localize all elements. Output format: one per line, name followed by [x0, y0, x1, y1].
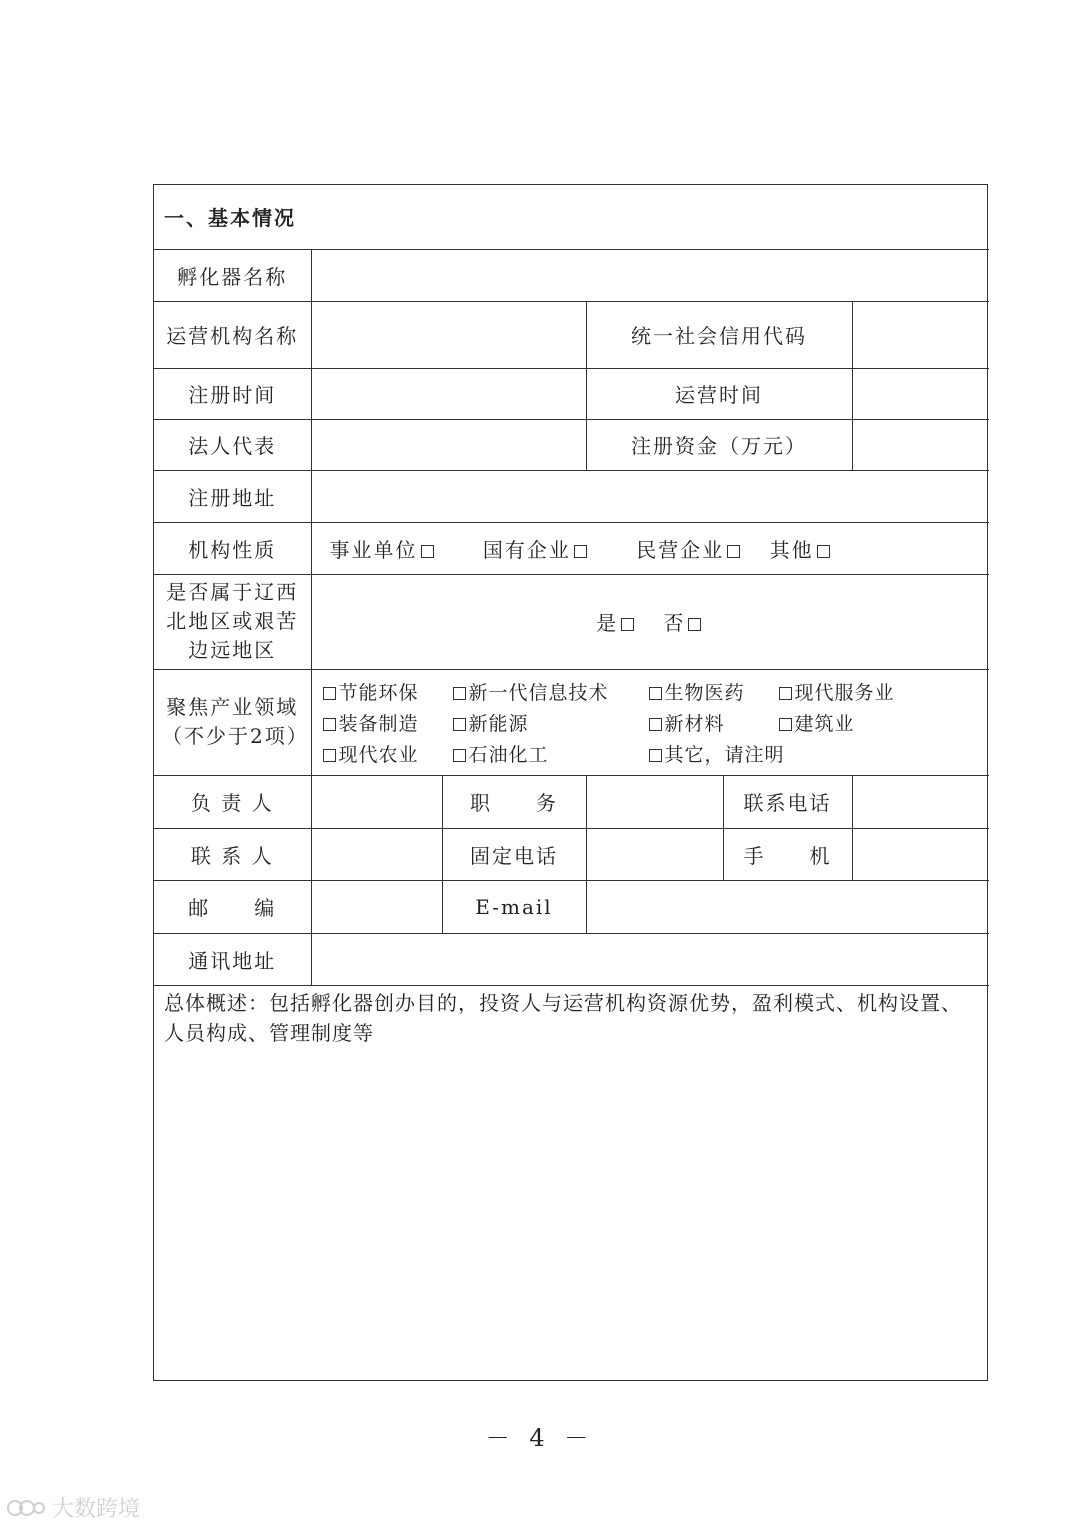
field-principal[interactable] [311, 775, 442, 828]
label-principal: 负 责 人 [154, 775, 311, 828]
field-postcode[interactable] [311, 880, 442, 933]
label-op-time: 运营时间 [586, 368, 852, 419]
label-email: E-mail [442, 880, 586, 933]
checkbox-icon[interactable] [727, 545, 740, 558]
field-email[interactable] [586, 880, 989, 933]
checkbox-icon[interactable] [649, 718, 662, 731]
field-legal-rep[interactable] [311, 419, 586, 470]
label-reg-time: 注册时间 [154, 368, 311, 419]
industry-option[interactable]: 现代农业 [320, 740, 450, 767]
nature-option[interactable]: 国有企业 [483, 534, 590, 563]
field-incubator-name[interactable] [311, 249, 989, 301]
label-postcode: 邮 编 [154, 880, 311, 933]
region-option-no[interactable]: 否 [663, 611, 704, 635]
form-table [154, 185, 989, 1379]
industry-option[interactable]: 新能源 [450, 709, 646, 736]
basic-info-form [153, 184, 988, 1381]
label-phone: 联系电话 [723, 775, 852, 828]
overview-text: 总体概述：包括孵化器创办目的，投资人与运营机构资源优势，盈利模式、机构设置、人员构成、管理制度等 [164, 990, 962, 1045]
industry-option[interactable]: 建筑业 [776, 709, 906, 736]
field-reg-address[interactable] [311, 470, 989, 522]
label-contact: 联 系 人 [154, 828, 311, 880]
checkbox-icon[interactable] [779, 718, 792, 731]
checkbox-icon[interactable] [621, 618, 634, 631]
industry-option[interactable]: 生物医药 [646, 678, 776, 705]
checkbox-icon[interactable] [323, 718, 336, 731]
label-mail-address: 通讯地址 [154, 933, 311, 985]
industry-option[interactable]: 新一代信息技术 [450, 678, 646, 705]
industry-options [311, 669, 989, 775]
watermark [6, 1492, 140, 1523]
checkbox-icon[interactable] [323, 687, 336, 700]
label-nature: 机构性质 [154, 522, 311, 574]
checkbox-icon[interactable] [323, 749, 336, 762]
label-credit-code: 统一社会信用代码 [586, 301, 852, 368]
nature-option[interactable]: 其他 [770, 534, 833, 563]
label-mobile: 手 机 [723, 828, 852, 880]
checkbox-icon[interactable] [453, 687, 466, 700]
industry-option[interactable]: 新材料 [646, 709, 776, 736]
region-option-yes[interactable]: 是 [596, 611, 637, 635]
checkbox-icon[interactable] [649, 749, 662, 762]
label-position: 职 务 [442, 775, 586, 828]
field-op-time[interactable] [852, 368, 989, 419]
page-number: － 4 － [485, 1424, 595, 1452]
field-phone[interactable] [852, 775, 989, 828]
label-legal-rep: 法人代表 [154, 419, 311, 470]
industry-option[interactable]: 其它，请注明 [646, 740, 906, 767]
label-industry: 聚焦产业领域 （不少于2项） [154, 669, 311, 775]
field-mobile[interactable] [852, 828, 989, 880]
industry-option[interactable]: 现代服务业 [776, 678, 906, 705]
checkbox-icon[interactable] [688, 618, 701, 631]
industry-option[interactable]: 节能环保 [320, 678, 450, 705]
checkbox-icon[interactable] [453, 749, 466, 762]
field-mail-address[interactable] [311, 933, 989, 985]
label-reg-address: 注册地址 [154, 470, 311, 522]
region-options [311, 574, 989, 669]
checkbox-icon[interactable] [817, 545, 830, 558]
watermark-logo-icon [6, 1497, 46, 1519]
label-operator-name: 运营机构名称 [154, 301, 311, 368]
watermark-text: 大数跨境 [52, 1497, 141, 1522]
checkbox-icon[interactable] [779, 687, 792, 700]
field-position[interactable] [586, 775, 723, 828]
industry-option[interactable]: 石油化工 [450, 740, 646, 767]
nature-option[interactable]: 民营企业 [636, 534, 743, 563]
field-reg-time[interactable] [311, 368, 586, 419]
label-region-question: 是否属于辽西 北地区或艰苦 边远地区 [154, 574, 311, 669]
field-reg-capital[interactable] [852, 419, 989, 470]
nature-options [311, 522, 989, 574]
label-reg-capital: 注册资金（万元） [586, 419, 852, 470]
field-operator-name[interactable] [311, 301, 586, 368]
field-credit-code[interactable] [852, 301, 989, 368]
field-contact[interactable] [311, 828, 442, 880]
field-landline[interactable] [586, 828, 723, 880]
checkbox-icon[interactable] [421, 545, 434, 558]
section-title: 一、基本情况 [154, 185, 989, 249]
checkbox-icon[interactable] [453, 718, 466, 731]
label-landline: 固定电话 [442, 828, 586, 880]
checkbox-icon[interactable] [574, 545, 587, 558]
label-incubator-name: 孵化器名称 [154, 249, 311, 301]
industry-option[interactable]: 装备制造 [320, 709, 450, 736]
overview-cell[interactable] [154, 985, 989, 1379]
checkbox-icon[interactable] [649, 687, 662, 700]
nature-option[interactable]: 事业单位 [330, 534, 437, 563]
